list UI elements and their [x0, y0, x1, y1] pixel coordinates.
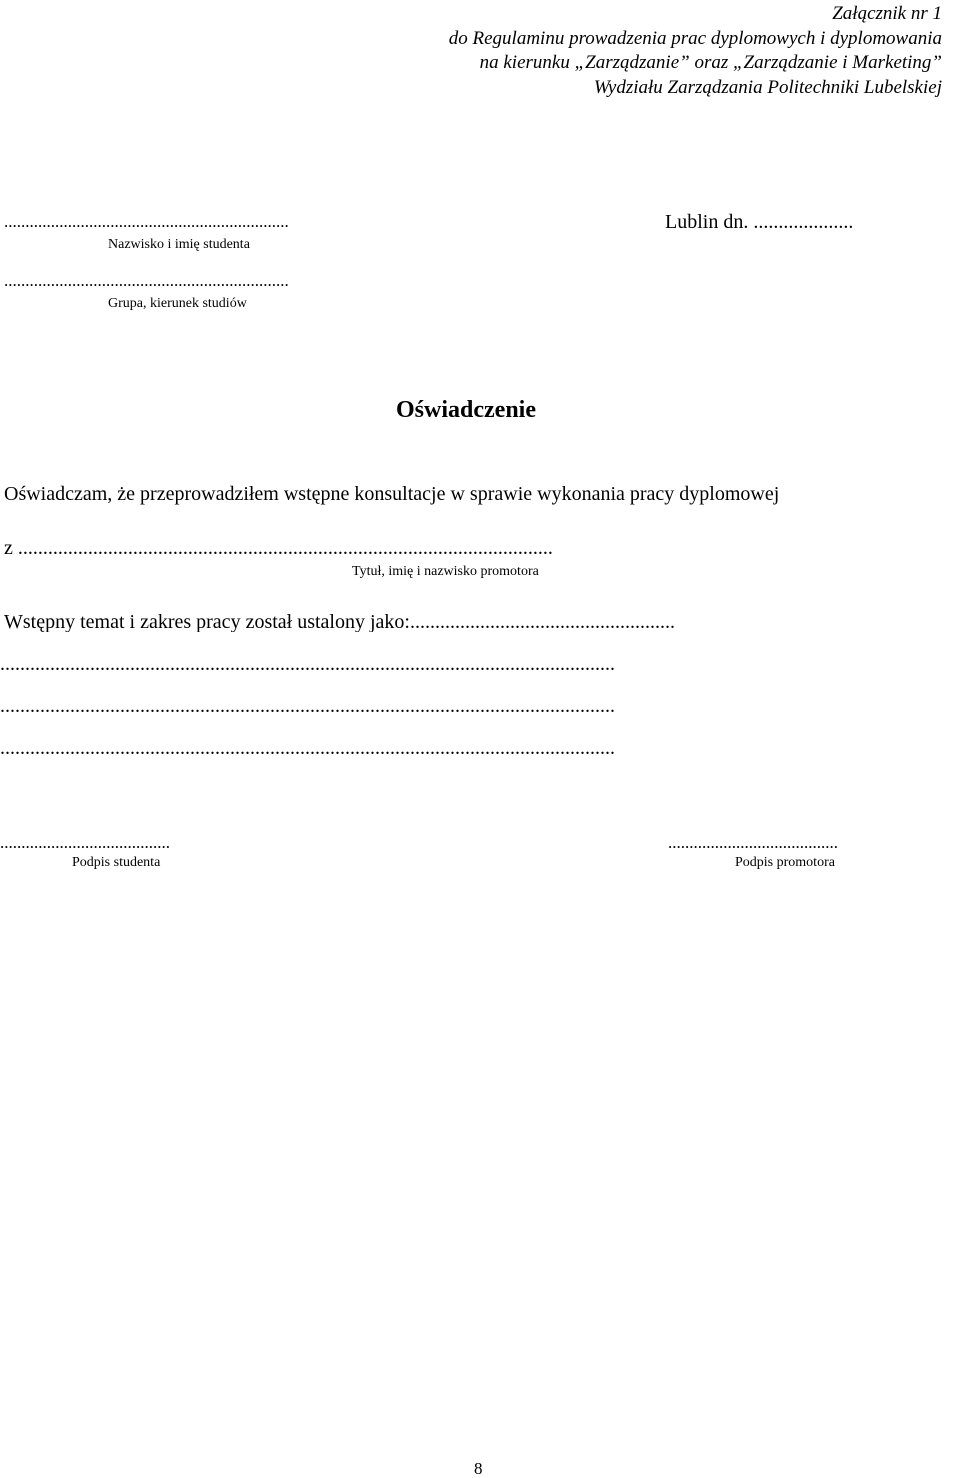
topic-text[interactable]: Wstępny temat i zakres pracy został ustalony jako:..................................................... [4, 612, 675, 632]
student-name-caption: Nazwisko i imię studenta [108, 237, 250, 252]
annex-faculty: Wydziału Zarządzania Politechniki Lubelskiej [593, 77, 942, 98]
page-number: 8 [474, 1459, 483, 1478]
promoter-caption: Tytuł, imię i nazwisko promotora [352, 564, 539, 579]
topic-line-2[interactable]: ........................................................................................................................... [0, 654, 615, 674]
annex-number: Załącznik nr 1 [832, 3, 942, 24]
place-date-field[interactable]: Lublin dn. .................... [665, 212, 854, 232]
promoter-field[interactable]: z ........................................................................................................... [4, 538, 553, 558]
annex-regulation: do Regulaminu prowadzenia prac dyplomowych i dyplomowania [448, 28, 942, 49]
group-caption: Grupa, kierunek studiów [108, 296, 247, 311]
topic-line-3[interactable]: ........................................................................................................................... [0, 696, 615, 716]
topic-line-4[interactable]: ........................................................................................................................... [0, 738, 615, 758]
annex-field-of-study: na kierunku „Zarządzanie” oraz „Zarządzanie i Marketing” [479, 52, 942, 73]
promoter-signature-field[interactable]: ........................................ [668, 834, 838, 851]
student-name-field[interactable]: ................................................................... [4, 213, 289, 230]
statement-text: Oświadczam, że przeprowadziłem wstępne konsultacje w sprawie wykonania pracy dyplomowej [4, 483, 780, 505]
student-signature-caption: Podpis studenta [72, 855, 161, 870]
group-field[interactable]: ................................................................... [4, 272, 289, 289]
document-title: Oświadczenie [396, 397, 536, 423]
promoter-signature-caption: Podpis promotora [735, 855, 835, 870]
student-signature-field[interactable]: ........................................ [0, 834, 170, 851]
